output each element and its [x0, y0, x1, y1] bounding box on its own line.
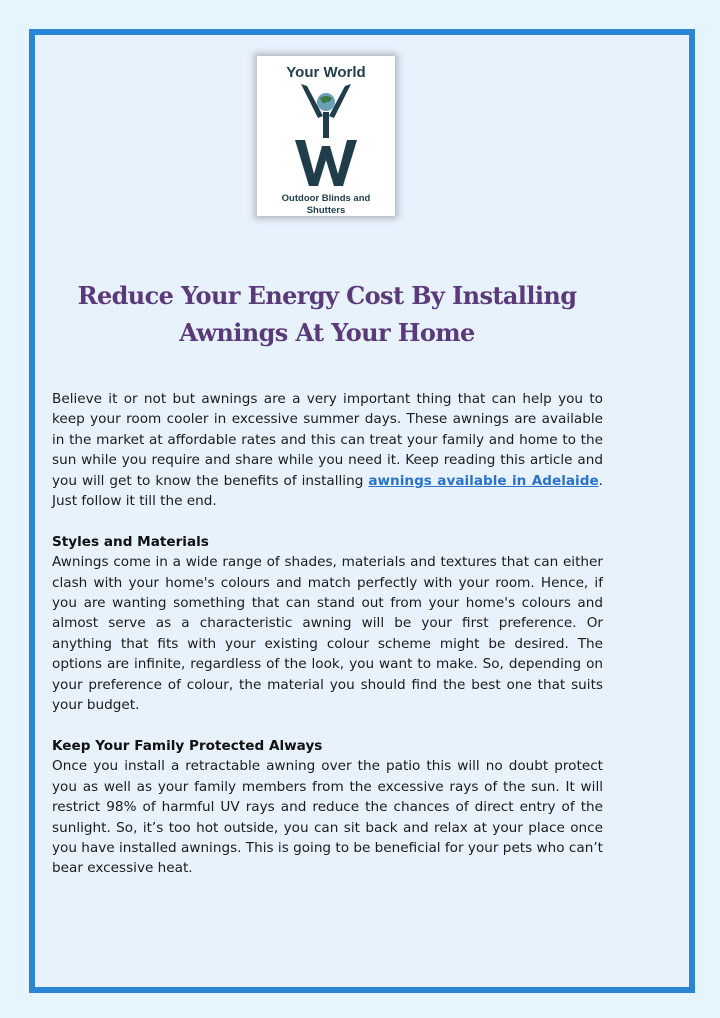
section-heading-styles: Styles and Materials — [52, 533, 209, 550]
article-title: Reduce Your Energy Cost By Installing Awnings At Your Home — [77, 281, 577, 347]
logo-subtitle-line2: Shutters — [306, 205, 346, 216]
logo-w-mark — [295, 140, 357, 186]
section-paragraph-protection: Once you install a retractable awning over the patio this will no doubt protect you as well as your family members from the excessive rays of the sun. It will restrict 98% of harmful UV rays and reduce the chances of direct entry of the sunlight. So, it’s too hot outside, you can sit back and relax at your place once you have installed awnings. This is going to be beneficial for your pets who can’t bear excessive heat. — [52, 758, 603, 877]
logo-graphic — [257, 56, 395, 216]
article-body — [52, 389, 603, 879]
section-paragraph-styles: Awnings come in a wide range of shades, materials and textures that can either clash with your home's colours and match perfectly with your room. Hence, if you are wanting something that can stand out from your home's colours and almost serve as a characteristic awning will be your first preference. Or anything that fits with your existing colour scheme might be desired. The options are infinite, regardless of the look, you want to make. So, depending on your preference of colour, the material you should find the best one that suits your budget. — [52, 554, 603, 714]
logo-subtitle-line1: Outdoor Blinds and — [281, 193, 371, 204]
intro-paragraph: Believe it or not but awnings are a very important thing that can help you to keep your room cooler in excessive summer days. These awnings are available in the market at affordable rates and this can treat your family and home to the sun while you require and share while you need it. Keep reading this article and you will get to know the benefits of installing awnings available in Adelaide. Just follow it till the end. — [52, 391, 603, 510]
awnings-adelaide-link[interactable]: awnings available in Adelaide — [368, 472, 599, 489]
section-heading-protection: Keep Your Family Protected Always — [52, 737, 323, 754]
company-logo — [257, 56, 395, 216]
logo-top-text: Your World — [286, 64, 366, 81]
